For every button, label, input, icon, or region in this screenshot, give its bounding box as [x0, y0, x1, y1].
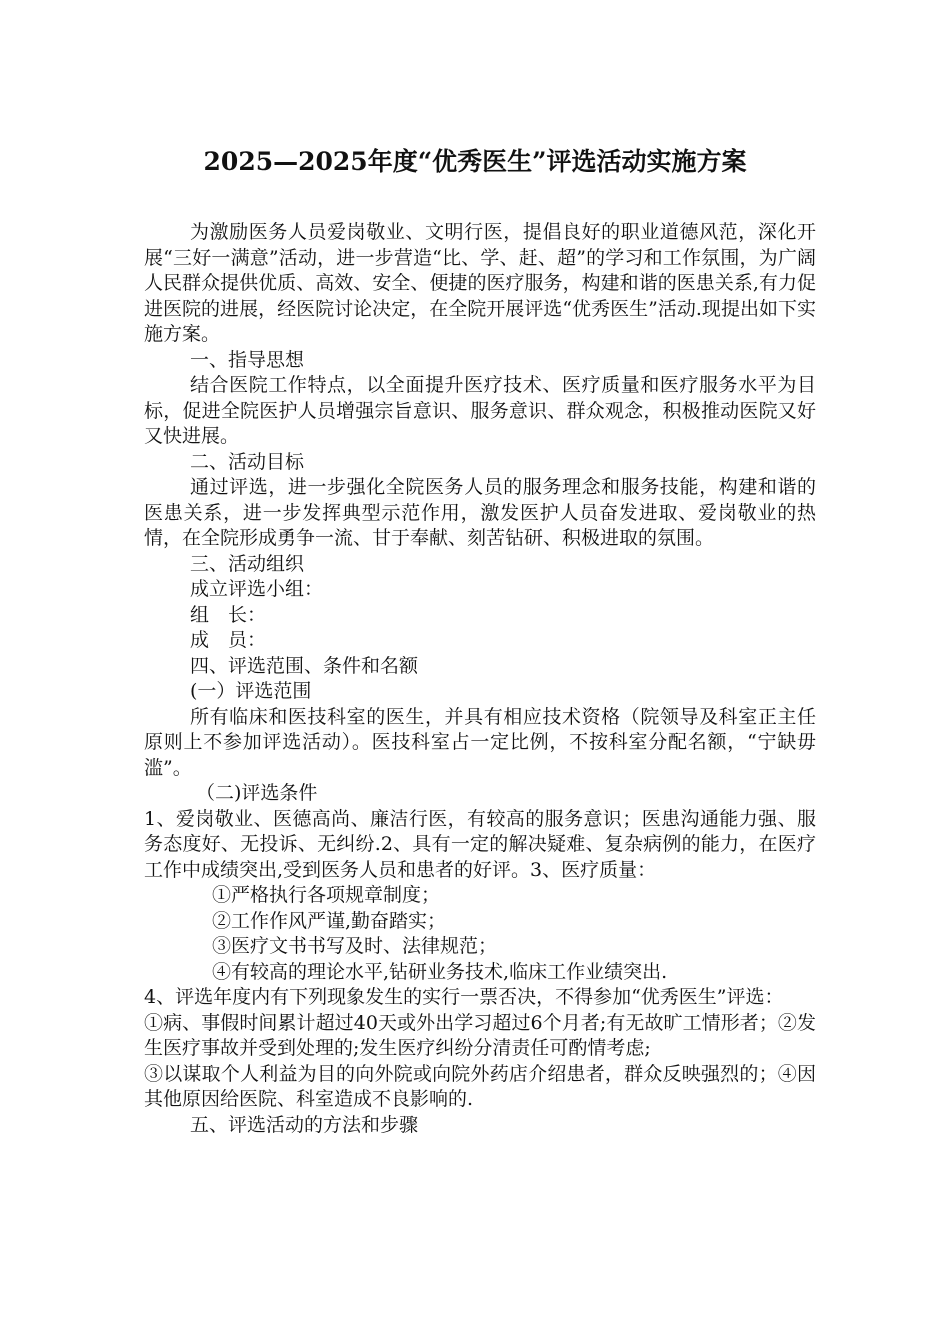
- section-heading-guiding-ideology: 一、指导思想: [190, 348, 305, 371]
- guiding-ideology-paragraph: 结合医院工作特点，以全面提升医疗技术、医疗质量和医疗服务水平为目标，促进全院医护人员增强宗旨意识、服务意识、群众观念，积极推动医院又好又快进展。: [144, 374, 816, 447]
- section-heading-methods-steps: 五、评选活动的方法和步骤: [190, 1113, 419, 1136]
- quality-item: ④有较高的理论水平,钻研业务技术,临床工作业绩突出.: [212, 960, 668, 983]
- document-body: [144, 220, 816, 1138]
- veto-paragraph: 4、评选年度内有下列现象发生的实行一票否决，不得参加“优秀医生”评选：: [144, 986, 784, 1008]
- activity-goals-paragraph: 通过评选，进一步强化全院医务人员的服务理念和服务技能，构建和谐的医患关系，进一步发挥典型示范作用，激发医护人员奋发进取、爱岗敬业的热情，在全院形成勇争一流、甘于奉献、刻苦钻研、积极进取的氛围。: [144, 476, 816, 549]
- intro-paragraph: 为激励医务人员爱岗敬业、文明行医，提倡良好的职业道德风范，深化开展“三好一满意”活动，进一步营造“比、学、赶、超”的学习和工作氛围，为广阔人民群众提供优质、高效、安全、便捷的医疗服务，构建和谐的医患关系,有力促进医院的进展，经医院讨论决定，在全院开展评选“优秀医生”活动.现提出如下实施方案。: [144, 221, 816, 345]
- document-title: 2025—2025年度“优秀医生”评选活动实施方案: [203, 147, 747, 176]
- selection-group-line: 成立评选小组：: [190, 578, 324, 600]
- subsection-heading-scope: (一）评选范围: [190, 680, 312, 702]
- veto-item-2: ③以谋取个人利益为目的向外院或向院外药店介绍患者，群众反映强烈的；④因其他原因给医院、科室造成不良影响的.: [144, 1062, 816, 1110]
- quality-item: ②工作作风严谨,勤奋踏实；: [212, 909, 447, 932]
- quality-item: ③医疗文书书写及时、法律规范；: [212, 935, 498, 957]
- section-heading-activity-organization: 三、活动组织: [190, 552, 305, 575]
- group-member-line: 成 员：: [190, 629, 267, 651]
- subsection-heading-conditions: （二)评选条件: [196, 782, 318, 804]
- conditions-paragraph: 1、爱岗敬业、医德高尚、廉洁行医，有较高的服务意识；医患沟通能力强、服务态度好、无投诉、无纠纷.2、具有一定的解决疑难、复杂病例的能力，在医疗工作中成绩突出,受到医务人员和患者的好评。3、医疗质量：: [144, 807, 816, 881]
- group-leader-line: 组 长：: [190, 603, 267, 626]
- veto-item-1: ①病、事假时间累计超过40天或外出学习超过6个月者;有无故旷工情形者；②发生医疗事故并受到处理的;发生医疗纠纷分清责任可酌情考虑;: [144, 1011, 816, 1059]
- scope-paragraph: 所有临床和医技科室的医生，并具有相应技术资格（院领导及科室正主任原则上不参加评选活动）。医技科室占一定比例，不按科室分配名额，“宁缺毋滥”。: [144, 705, 816, 779]
- quality-item: ①严格执行各项规章制度；: [212, 884, 441, 906]
- section-heading-scope-conditions-quota: 四、评选范围、条件和名额: [190, 654, 419, 677]
- section-heading-activity-goals: 二、活动目标: [190, 450, 305, 473]
